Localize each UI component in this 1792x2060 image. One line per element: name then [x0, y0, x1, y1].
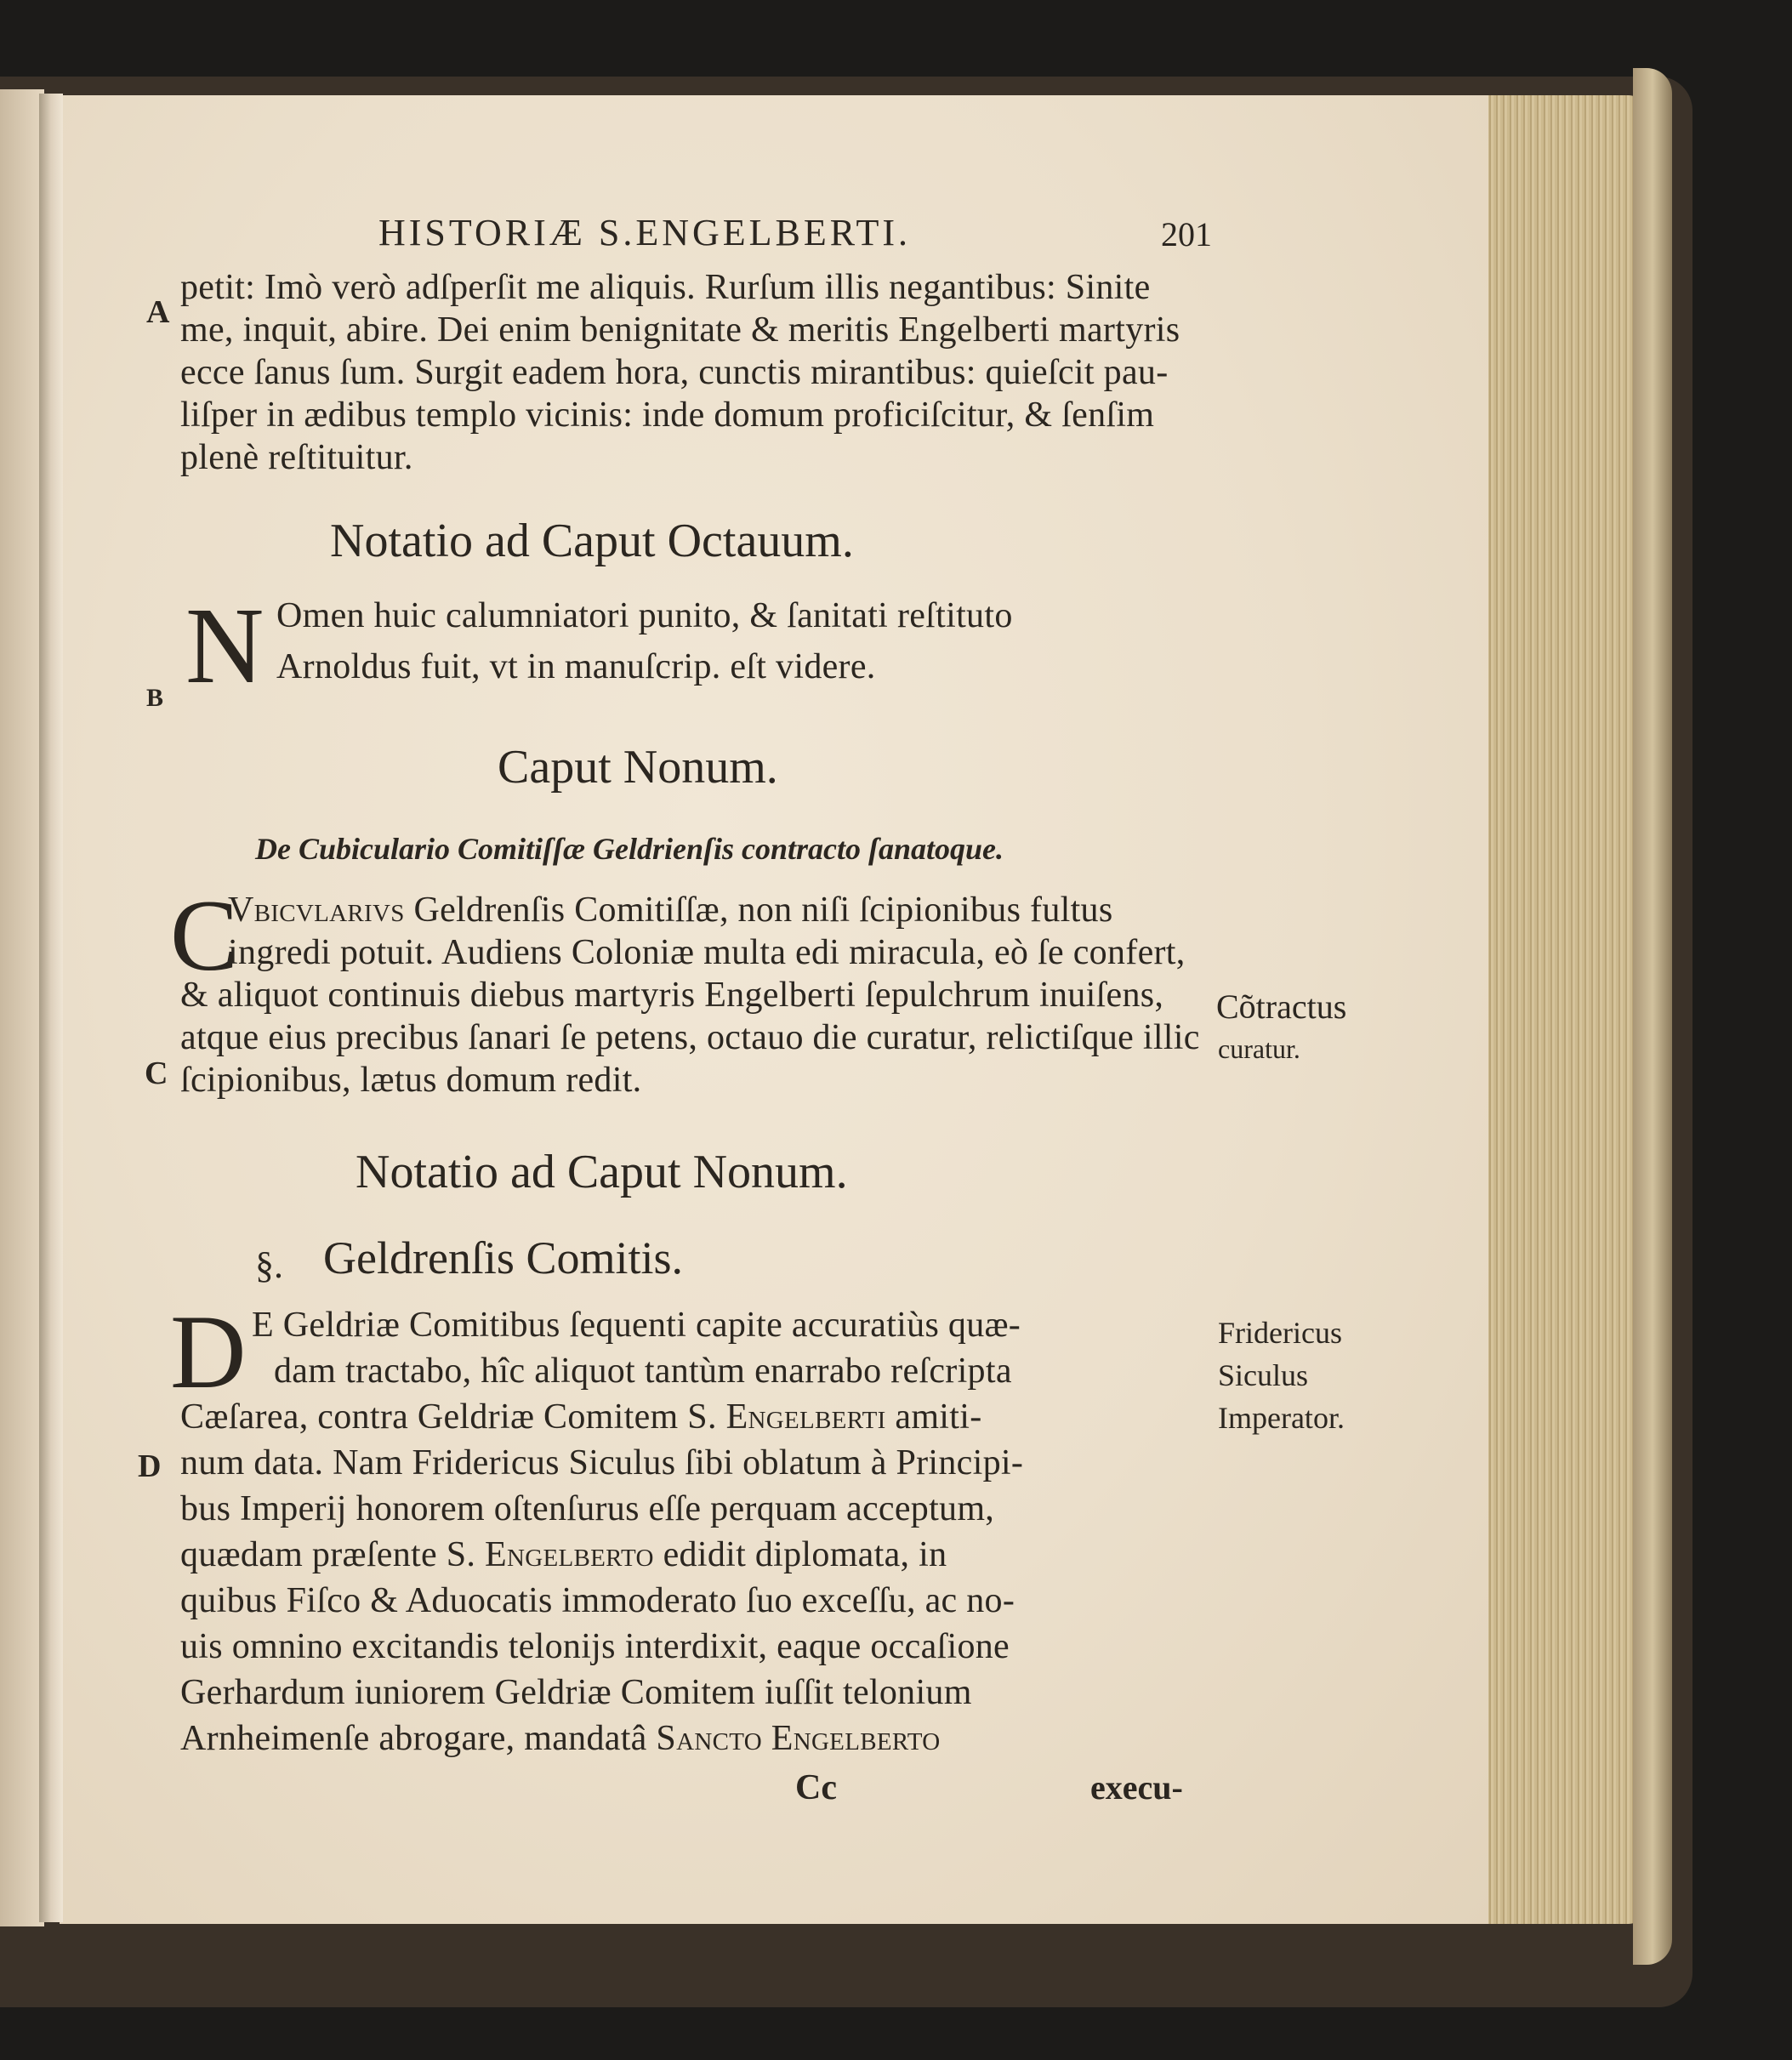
- text-line: uis omnino excitandis telonijs interdixit, eaque occaſione: [180, 1627, 1010, 1666]
- text-segment: amiti-: [895, 1397, 982, 1437]
- text-line: Gerhardum iuniorem Geldriæ Comitem iuſſit telonium: [180, 1673, 972, 1712]
- page-number: 201: [1161, 215, 1212, 253]
- text-line: bus Imperij honorem oſtenſurus eſſe perquam acceptum,: [180, 1489, 995, 1528]
- left-page-edge: [0, 89, 44, 1926]
- subheading-geldrensis: Geldrenſis Comitis.: [323, 1232, 683, 1283]
- text-line: num data. Nam Fridericus Siculus ſibi oblatum à Principi-: [180, 1443, 1024, 1482]
- text-segment: edidit diplomata, in: [663, 1535, 947, 1574]
- section-letter-d: D: [138, 1448, 162, 1484]
- text-line: ingredi potuit. Audiens Coloniæ multa edi miracula, eò ſe confert,: [228, 933, 1186, 972]
- text-segment: Arnheimenſe abrogare, mandatâ: [180, 1719, 647, 1758]
- section-letter-c: C: [145, 1056, 168, 1091]
- text-line-rest: Geldrenſis Comitiſſæ, non niſi ſcipionibus fultus: [413, 891, 1113, 930]
- text-segment: Cæſarea, contra Geldriæ Comitem S.: [180, 1397, 717, 1437]
- text-line: & aliquot continuis diebus martyris Engelberti ſepulchrum inuiſens,: [180, 976, 1164, 1015]
- signature-mark: Cc: [795, 1768, 837, 1807]
- heading-notatio-octauum: Notatio ad Caput Octauum.: [330, 515, 854, 567]
- name-small-caps: Engelberti: [725, 1397, 886, 1437]
- page-edges-fore-edge: [1480, 95, 1650, 1924]
- book-gutter: [39, 94, 63, 1922]
- running-head-title: HISTORIÆ S.ENGELBERTI.: [378, 212, 911, 253]
- text-line: ecce ſanus ſum. Surgit eadem hora, cunctis mirantibus: quieſcit pau-: [180, 353, 1169, 392]
- marginal-note-line: Imperator.: [1218, 1401, 1345, 1435]
- heading-caput-nonum: Caput Nonum.: [498, 741, 778, 794]
- section-mark: §.: [255, 1244, 283, 1286]
- text-line: ſcipionibus, lætus domum redit.: [180, 1061, 642, 1100]
- drop-cap-n: N: [185, 585, 265, 706]
- text-line: atque eius precibus ſanari ſe petens, octauo die curatur, relictiſque illic: [180, 1018, 1200, 1057]
- text-line-first: [228, 890, 1113, 930]
- text-segment: quædam præſente S.: [180, 1535, 476, 1574]
- text-line: petit: Imò verò adſperſit me aliquis. Rurſum illis negantibus: Sinite: [180, 268, 1151, 307]
- text-line: [180, 1718, 941, 1759]
- text-line: quibus Fiſco & Aduocatis immoderato ſuo exceſſu, ac no-: [180, 1581, 1015, 1620]
- marginal-note-line: Siculus: [1218, 1358, 1309, 1392]
- text-line: [180, 1534, 947, 1575]
- text-line: me, inquit, abire. Dei enim benignitate & meritis Engelberti martyris: [180, 310, 1180, 350]
- first-word: Vbicvlarivs: [228, 891, 405, 930]
- text-line: Arnoldus fuit, vt in manuſcrip. eſt videre.: [276, 647, 876, 686]
- text-line: dam tractabo, hîc aliquot tantùm enarrabo reſcripta: [274, 1352, 1012, 1391]
- marginal-note-line: Cõtractus: [1216, 987, 1347, 1026]
- text-line: E Geldriæ Comitibus ſequenti capite accuratiùs quæ-: [252, 1306, 1021, 1345]
- book-cover-edge: [1633, 68, 1672, 1965]
- drop-cap-c: C: [170, 879, 239, 992]
- text-line: plenè reſtituitur.: [180, 438, 413, 477]
- name-small-caps: Sancto Engelberto: [656, 1719, 941, 1758]
- marginal-note-line: Fridericus: [1218, 1316, 1342, 1350]
- section-letter-b: B: [146, 684, 164, 712]
- marginal-note-line: curatur.: [1218, 1033, 1300, 1064]
- section-letter-a: A: [146, 294, 170, 330]
- catchword: execu-: [1090, 1768, 1183, 1807]
- drop-cap-d: D: [170, 1294, 247, 1410]
- text-line: Omen huic calumniatori punito, & ſanitati reſtituto: [276, 596, 1013, 635]
- text-line: [180, 1397, 981, 1437]
- chapter-subtitle: De Cubiculario Comitiſſæ Geldrienſis contracto ſanatoque.: [255, 832, 1004, 866]
- heading-notatio-nonum: Notatio ad Caput Nonum.: [356, 1146, 848, 1198]
- text-line: liſper in ædibus templo vicinis: inde domum proficiſcitur, & ſenſim: [180, 395, 1155, 435]
- name-small-caps: Engelberto: [485, 1535, 654, 1574]
